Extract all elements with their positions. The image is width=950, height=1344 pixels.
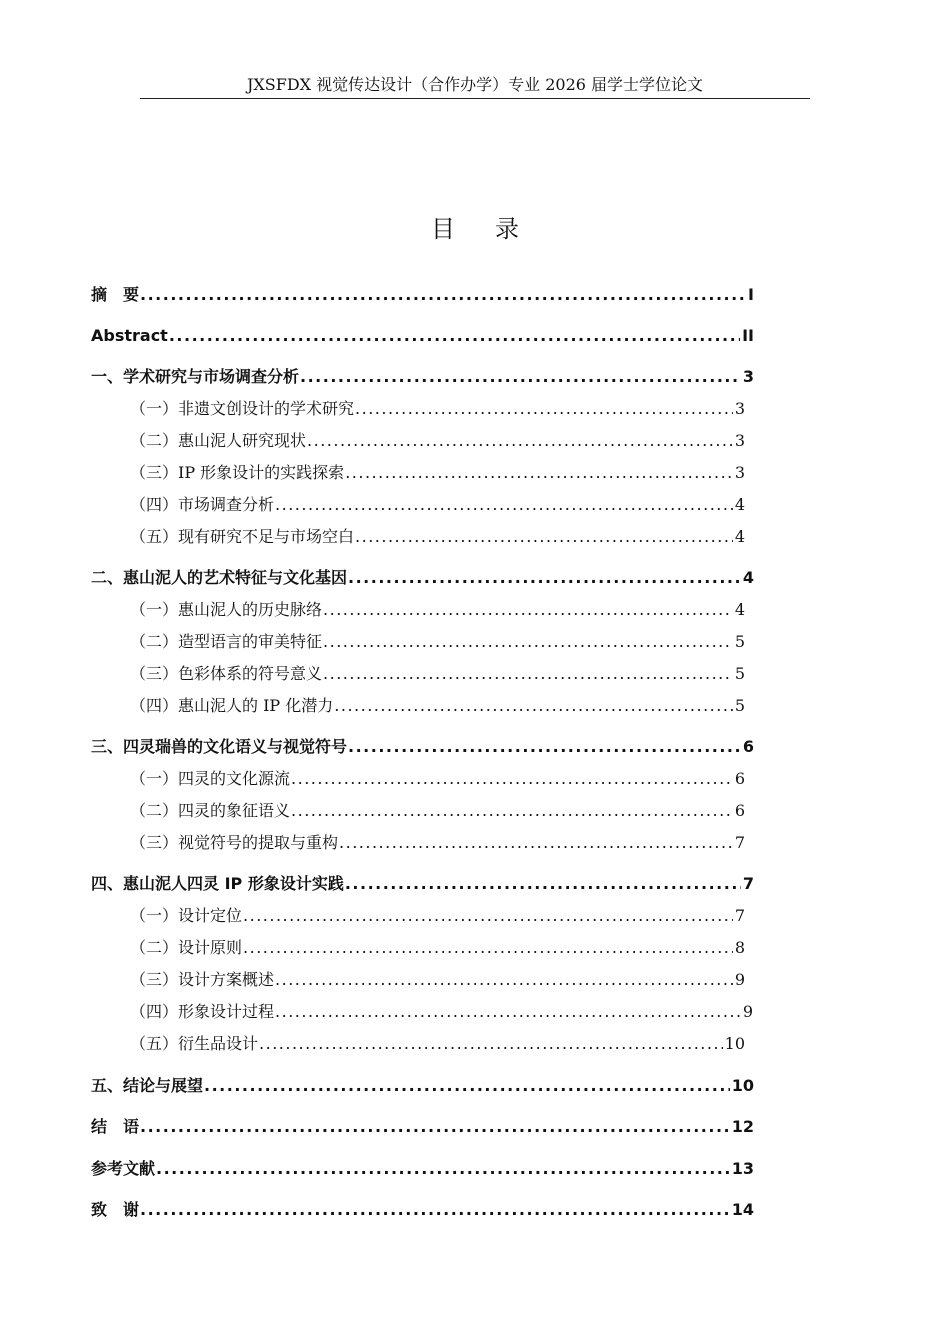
- toc-entry[interactable]: [91, 282, 754, 308]
- toc-leader-dots: [242, 935, 733, 961]
- toc-entry[interactable]: [91, 871, 754, 897]
- toc-entry-page: 9: [742, 1002, 753, 1021]
- toc-entry-page: 5: [734, 632, 745, 651]
- toc-entry[interactable]: [91, 323, 754, 349]
- toc-entry[interactable]: [130, 967, 745, 993]
- toc-entry[interactable]: [130, 597, 745, 623]
- toc-entry[interactable]: [130, 492, 745, 518]
- toc-entry-label: 三、四灵瑞兽的文化语义与视觉符号: [91, 737, 348, 756]
- toc-entry-page: 5: [734, 696, 745, 715]
- toc-entry-label: 结 语: [91, 1117, 140, 1136]
- toc-entry-page: 7: [734, 906, 745, 925]
- toc-entry[interactable]: [91, 734, 754, 760]
- toc-entry-label: （一）四灵的文化源流: [130, 769, 291, 788]
- toc-leader-dots: [290, 766, 733, 792]
- toc-entry-label: 二、惠山泥人的艺术特征与文化基因: [91, 568, 348, 587]
- toc-entry[interactable]: [91, 1114, 754, 1140]
- toc-entry-label: 一、学术研究与市场调查分析: [91, 367, 300, 386]
- toc-entry-label: （三）视觉符号的提取与重构: [130, 833, 339, 852]
- toc-entry[interactable]: [130, 428, 745, 454]
- toc-entry-label: （四）市场调查分析: [130, 495, 275, 514]
- toc-entry-page: 3: [742, 367, 754, 386]
- toc-entry-page: 7: [734, 833, 745, 852]
- toc-entry[interactable]: [130, 629, 745, 655]
- toc-leader-dots: [354, 396, 733, 422]
- toc-entry-page: 3: [734, 463, 745, 482]
- toc-leader-dots: [274, 967, 733, 993]
- toc-leader-dots: [322, 629, 733, 655]
- toc-entry-label: 参考文献: [91, 1159, 156, 1178]
- running-header: JXSFDX 视觉传达设计（合作办学）专业 2026 届学士学位论文: [246, 75, 704, 94]
- toc-entry[interactable]: [130, 903, 745, 929]
- toc-entry-page: 4: [734, 495, 745, 514]
- toc-entry-label: （三）色彩体系的符号意义: [130, 664, 323, 683]
- toc-entry-page: 8: [734, 938, 745, 957]
- toc-leader-dots: [139, 1114, 730, 1140]
- toc-leader-dots: [203, 1073, 730, 1099]
- toc-entry[interactable]: [91, 1197, 754, 1223]
- toc-entry[interactable]: [91, 364, 754, 390]
- toc-entry-page: 4: [734, 600, 745, 619]
- toc-entry-page: II: [742, 326, 754, 345]
- toc-leader-dots: [274, 999, 741, 1025]
- toc-entry[interactable]: [130, 999, 753, 1025]
- toc-entry[interactable]: [130, 524, 745, 550]
- toc-leader-dots: [344, 871, 741, 897]
- toc-entry[interactable]: [130, 798, 745, 824]
- toc-entry[interactable]: [130, 830, 745, 856]
- toc-entry-label: （一）非遗文创设计的学术研究: [130, 399, 355, 418]
- toc-leader-dots: [274, 492, 733, 518]
- toc-leader-dots: [347, 565, 741, 591]
- toc-entry-label: （二）四灵的象征语义: [130, 801, 291, 820]
- toc-entry[interactable]: [91, 1073, 754, 1099]
- toc-entry-label: 五、结论与展望: [91, 1076, 204, 1095]
- toc-leader-dots: [347, 734, 741, 760]
- toc-entry-label: （二）造型语言的审美特征: [130, 632, 323, 651]
- toc-entry-label: 致 谢: [91, 1200, 140, 1219]
- toc-entry-page: 6: [734, 801, 745, 820]
- toc-leader-dots: [168, 323, 740, 349]
- toc-leader-dots: [333, 693, 733, 719]
- toc-leader-dots: [139, 1197, 730, 1223]
- toc-entry-label: 摘 要: [91, 285, 140, 304]
- toc-entry-page: 4: [734, 527, 745, 546]
- toc-title: 目录: [431, 215, 559, 243]
- toc-entry-label: 四、惠山泥人四灵 IP 形象设计实践: [91, 874, 344, 893]
- toc-entry-page: 3: [734, 399, 745, 418]
- toc-entry[interactable]: [130, 460, 745, 486]
- toc-entry-label: （五）衍生品设计: [130, 1034, 259, 1053]
- toc-entry-page: 9: [734, 970, 745, 989]
- toc-leader-dots: [290, 798, 733, 824]
- toc-leader-dots: [258, 1031, 723, 1057]
- toc-leader-dots: [299, 364, 741, 390]
- toc-entry-page: 4: [742, 568, 754, 587]
- toc-entry-label: （三）设计方案概述: [130, 970, 275, 989]
- toc-leader-dots: [338, 830, 733, 856]
- toc-entry-page: 13: [731, 1159, 754, 1178]
- toc-entry[interactable]: [130, 396, 745, 422]
- toc-leader-dots: [344, 460, 733, 486]
- toc-entry[interactable]: [130, 766, 745, 792]
- toc-entry-page: 10: [731, 1076, 754, 1095]
- toc-entry-label: （三）IP 形象设计的实践探索: [130, 463, 345, 482]
- toc-entry-page: 6: [734, 769, 745, 788]
- toc-entry-page: 3: [734, 431, 745, 450]
- toc-entry-label: （二）惠山泥人研究现状: [130, 431, 307, 450]
- toc-leader-dots: [242, 903, 733, 929]
- toc-entry-label: （五）现有研究不足与市场空白: [130, 527, 355, 546]
- toc-entry[interactable]: [130, 1031, 745, 1057]
- toc-entry-page: 5: [734, 664, 745, 683]
- toc-entry-page: 12: [731, 1117, 754, 1136]
- toc-entry-label: （一）惠山泥人的历史脉络: [130, 600, 323, 619]
- toc-entry-label: （一）设计定位: [130, 906, 243, 925]
- toc-entry[interactable]: [130, 935, 745, 961]
- toc-entry[interactable]: [130, 661, 745, 687]
- toc-entry-label: （四）惠山泥人的 IP 化潜力: [130, 696, 334, 715]
- toc-leader-dots: [306, 428, 733, 454]
- toc-entry-page: 10: [724, 1034, 745, 1053]
- toc-leader-dots: [155, 1156, 730, 1182]
- toc-entry-page: 6: [742, 737, 754, 756]
- toc-entry-label: Abstract: [91, 326, 168, 345]
- toc-entry[interactable]: [91, 1156, 754, 1182]
- toc-entry-page: 7: [742, 874, 754, 893]
- toc-entry-page: 14: [731, 1200, 754, 1219]
- toc-entry-label: （二）设计原则: [130, 938, 243, 957]
- toc-leader-dots: [322, 597, 733, 623]
- toc-entry-label: （四）形象设计过程: [130, 1002, 275, 1021]
- toc-leader-dots: [139, 282, 746, 308]
- toc-leader-dots: [322, 661, 733, 687]
- toc-entry[interactable]: [130, 693, 745, 719]
- toc-entry-page: I: [748, 285, 754, 304]
- toc-leader-dots: [354, 524, 733, 550]
- toc-entry[interactable]: [91, 565, 754, 591]
